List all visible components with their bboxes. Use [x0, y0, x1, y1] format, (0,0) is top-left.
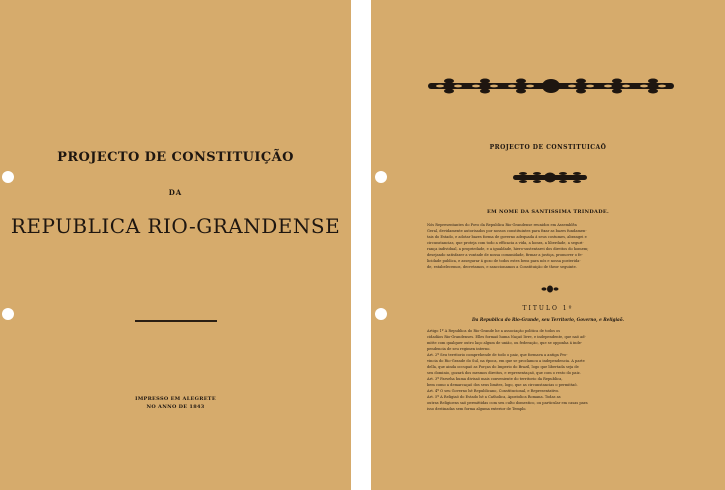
article-line: bem como a demarcaçaõ dos seus limites, logo, que as circunstancias o permittaõ. — [427, 383, 578, 387]
punch-hole-top — [375, 171, 387, 183]
imprint-place: IMPRESSO EM ALEGRETE — [135, 396, 216, 402]
titulo-subtitle: Da Republica do Rio-Grande, seu Territorio, Governo, e Religiaõ. — [472, 317, 624, 322]
left-page — [0, 0, 351, 490]
article-line: pendencia de seu regimen interno. — [427, 347, 491, 351]
da-word: DA — [168, 188, 183, 197]
imprint-year: NO ANNO DE 1843 — [146, 404, 205, 410]
articles-text — [427, 328, 679, 412]
preamble-line: de, estabelecemos, decretamos, e sanccionamos a Constituição de theor seguinte. — [427, 265, 577, 269]
article-line: isso destinadas sem forma alguma exterior de Templo. — [427, 407, 527, 411]
article-line: Art. 5º A Religiaõ do Estado hé a Catholica, Apostolica Romana. Todas as — [427, 395, 561, 399]
punch-hole-bottom — [2, 308, 14, 320]
article-line: cidadãos Rio-Grandenses. Elles formaõ huma Naçaõ livre, e independente, que naõ ad- — [427, 335, 586, 339]
article-line: Art. 2º Seu territorio comprehende de todo o paiz, que formava a antiga Pro- — [427, 353, 568, 357]
republic-name: REPUBLICA RIO-GRANDENSE — [10, 214, 341, 238]
titulo-heading: TITULO 1º — [522, 305, 574, 312]
article-line: mitte com qualquer outro laço algum de união, ou federação, que se opponha á inde- — [427, 341, 583, 345]
preamble-line: tais do Estado, e adotar bazes forma de governo adequada á seus costumes, abrangei e — [427, 235, 587, 239]
constitution-title: PROJECTO DE CONSTITUIÇÃO — [57, 150, 294, 165]
fleuron-ornament — [541, 285, 559, 293]
constitution-title-right: PROJECTO DE CONSTITUICAÕ — [489, 144, 607, 151]
preamble-line: desejando satisfazer a vontade de nossa comunidade, firmar a justiça, promover o fe- — [427, 253, 583, 257]
preamble-text — [427, 222, 679, 270]
preamble-line: rança individual, a propriedade, e a igualdade, hiero-sustentarei dos direitos do homem; — [427, 247, 589, 251]
article-line: Art. 4º O seu Governo hé Republicano, Constitucional, e Representativo. — [427, 389, 560, 393]
preamble-line: circunstancias, que proteja com todo a efficacia a vida, a honra, a liberdade, a seguri- — [427, 241, 584, 245]
mid-ornament-band — [513, 172, 587, 183]
decorative-rule — [135, 320, 217, 322]
preamble-line: licidade publica, e assegurar á gozo de todos estes bens para nós e nossa posterida- — [427, 259, 581, 263]
article-line: seu dominio, gozará dos mesmos direitos, e representaçaõ, que com o resto do paiz. — [427, 371, 581, 375]
article-line: Art. 3º Farseha huma divisaõ mais conveniente do territorio da Republica, — [427, 377, 563, 381]
preamble-line: Nós Representantes do Povo da Republica Rio-Grandense reunidos em Assemblêa — [427, 223, 577, 227]
preamble-line: Geral, devidamente autorisados por nossos constituintes para fixar as bazes fundamen- — [427, 229, 587, 233]
top-ornament-band — [428, 78, 674, 94]
article-line: Artigo 1º A Republica do Rio-Grande he a associação politica de todos os — [427, 329, 561, 333]
punch-hole-top — [2, 171, 14, 183]
article-line: della, que ainda occupaõ as Forças do Imperio do Brazil, logo que libertada seja de — [427, 365, 579, 369]
article-line: vincia do Rio-Grande do Sul, na época, em que se proclamou a independencia. A parte — [427, 359, 585, 363]
invocation-heading: EM NOME DA SANTISSIMA TRINDADE. — [487, 209, 609, 215]
right-page — [371, 0, 725, 490]
article-line: outras Religioens saõ permittidas com seu culto domestico, ou particular em casas para — [427, 401, 588, 405]
